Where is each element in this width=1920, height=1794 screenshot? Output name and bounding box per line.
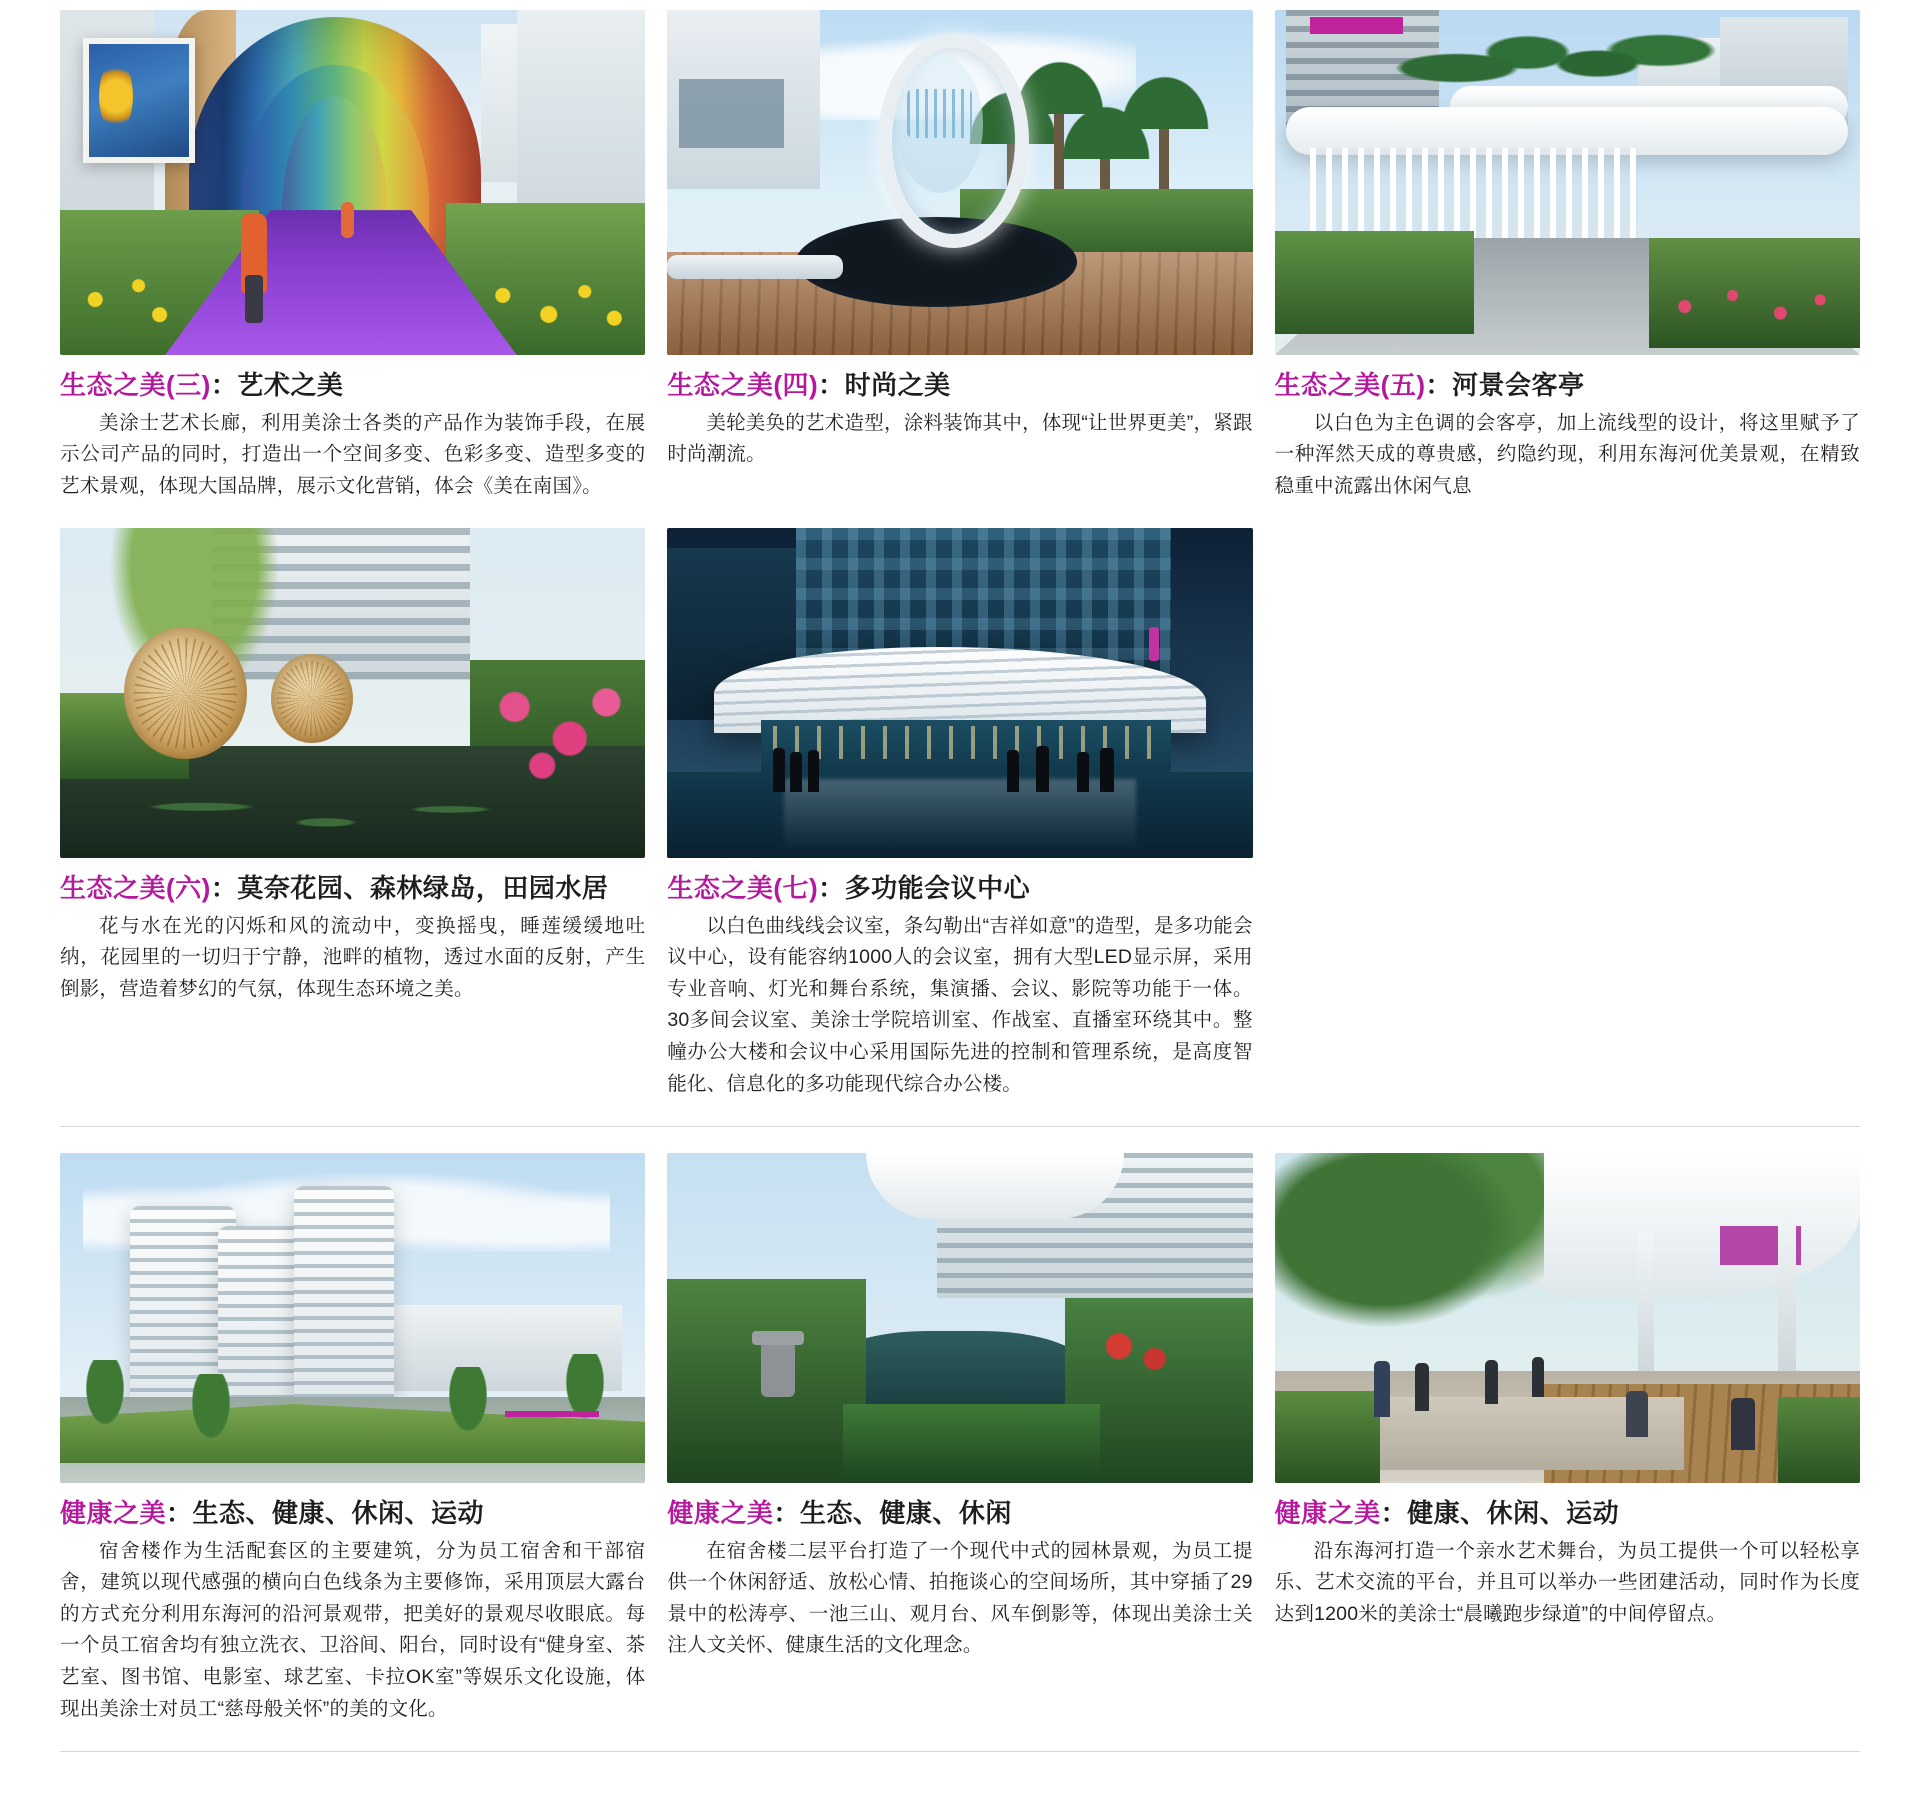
content-card-dormitory <box>60 1153 645 1725</box>
card-title-suffix: ：多功能会议中心 <box>818 873 1031 904</box>
content-row-3 <box>60 1153 1860 1725</box>
card-title-prefix: 生态之美(五) <box>1274 370 1426 400</box>
card-title-prefix: 生态之美(六) <box>60 873 211 904</box>
multifunction-conference-center-rendering <box>667 528 1252 858</box>
card-title <box>667 872 1252 905</box>
card-title-suffix: ：生态、健康、休闲 <box>773 1498 1012 1529</box>
page-bottom-divider <box>60 1751 1860 1752</box>
card-title-suffix: ：河景会客亭 <box>1425 370 1585 400</box>
card-title <box>667 369 1252 402</box>
card-title <box>1275 1497 1860 1530</box>
content-row-1 <box>60 10 1860 502</box>
card-title-prefix: 生态之美(四) <box>667 370 819 400</box>
roof-garden-rendering <box>667 1153 1252 1483</box>
card-body: 以白色为主色调的会客亭，加上流线型的设计，将这里赋予了一种浑然天成的尊贵感，约隐约现，利用东海河优美景观，在精致稳重中流露出休闲气息 <box>1274 411 1860 497</box>
card-title-suffix: ：生态、健康、休闲、运动 <box>166 1498 485 1529</box>
card-body: 美轮美奂的艺术造型，涂料装饰其中，体现“让世界更美”，紧跟时尚潮流。 <box>667 411 1253 466</box>
card-body: 沿东海河打造一个亲水艺术舞台，为员工提供一个可以轻松享乐、艺术交流的平台，并且可以举办一些团建活动，同时作为长度达到1200米的美涂士“晨曦跑步绿道”的中间停留点。 <box>1274 1539 1860 1625</box>
art-corridor-rendering <box>60 10 645 355</box>
card-title-suffix: ：时尚之美 <box>818 370 951 400</box>
content-card-river-pavilion <box>1275 10 1860 502</box>
dormitory-towers-rendering <box>60 1153 645 1483</box>
card-title <box>60 1497 645 1530</box>
fashion-ring-sculpture-rendering <box>667 10 1252 355</box>
card-body: 宿舍楼作为生活配套区的主要建筑，分为员工宿舍和干部宿舍，建筑以现代感强的横向白色线条为主要修饰，采用顶层大露台的方式充分利用东海河的沿河景观带，把美好的景观尽收眼底。每一个员工宿舍均有独立洗衣、卫浴间、阳台，同时设有“健身室、茶艺室、图书馆、电影室、球艺室、卡拉OK室”等娱乐文化设施，体现出美涂士对员工“慈母般关怀”的美的文化。 <box>60 1539 646 1720</box>
section-divider <box>60 1126 1860 1127</box>
card-body: 在宿舍楼二层平台打造了一个现代中式的园林景观，为员工提供一个休闲舒适、放松心情、拍拖谈心的空间场所，其中穿插了29景中的松涛亭、一池三山、观月台、风车倒影等，体现出美涂士关注人文关怀、健康生活的文化理念。 <box>667 1539 1253 1657</box>
card-title-prefix: 健康之美 <box>60 1498 167 1529</box>
content-card-roof-garden <box>667 1153 1252 1725</box>
content-card-art-corridor <box>60 10 645 502</box>
content-card-conference-center <box>667 528 1252 1100</box>
content-row-2 <box>60 528 1860 1100</box>
card-title-suffix: ：艺术之美 <box>210 370 344 400</box>
card-title <box>60 369 645 402</box>
card-body: 美涂士艺术长廊，利用美涂士各类的产品作为装饰手段，在展示公司产品的同时，打造出一个空间多变、色彩多变、造型多变的艺术景观，体现大国品牌，展示文化营销，体会《美在南国》。 <box>60 411 646 497</box>
card-body: 花与水在光的闪烁和风的流动中，变换摇曳，睡莲缓缓地吐纳，花园里的一切归于宁静，池畔的植物，透过水面的反射，产生倒影，营造着梦幻的气氛，体现生态环境之美。 <box>60 914 646 1000</box>
card-title-prefix: 生态之美(三) <box>60 370 211 400</box>
card-title <box>60 872 645 905</box>
card-body: 以白色曲线线会议室，条勾勒出“吉祥如意”的造型，是多功能会议中心，设有能容纳1000人的会议室，拥有大型LED显示屏，采用专业音响、灯光和舞台系统，集演播、会议、影院等功能于一体。30多间会议室、美涂士学院培训室、作战室、直播室环绕其中。整幢办公大楼和会议中心采用国际先进的控制和管理系统，是高度智能化、信息化的多功能现代综合办公楼。 <box>667 914 1253 1095</box>
card-title-prefix: 健康之美 <box>667 1498 774 1529</box>
content-card-riverside-stage <box>1275 1153 1860 1725</box>
riverside-art-stage-rendering <box>1275 1153 1860 1483</box>
card-title <box>1275 369 1860 402</box>
card-title-suffix: ：莫奈花园、森林绿岛，田园水居 <box>210 873 609 904</box>
card-title-prefix: 健康之美 <box>1274 1498 1381 1529</box>
content-card-fashion-ring <box>667 10 1252 502</box>
card-title-prefix: 生态之美(七) <box>667 873 819 904</box>
card-title-suffix: ：健康、休闲、运动 <box>1380 1498 1620 1529</box>
river-view-pavilion-rendering <box>1275 10 1860 355</box>
content-card-monet-garden <box>60 528 645 1100</box>
card-title <box>667 1497 1252 1530</box>
monet-garden-pods-rendering <box>60 528 645 858</box>
